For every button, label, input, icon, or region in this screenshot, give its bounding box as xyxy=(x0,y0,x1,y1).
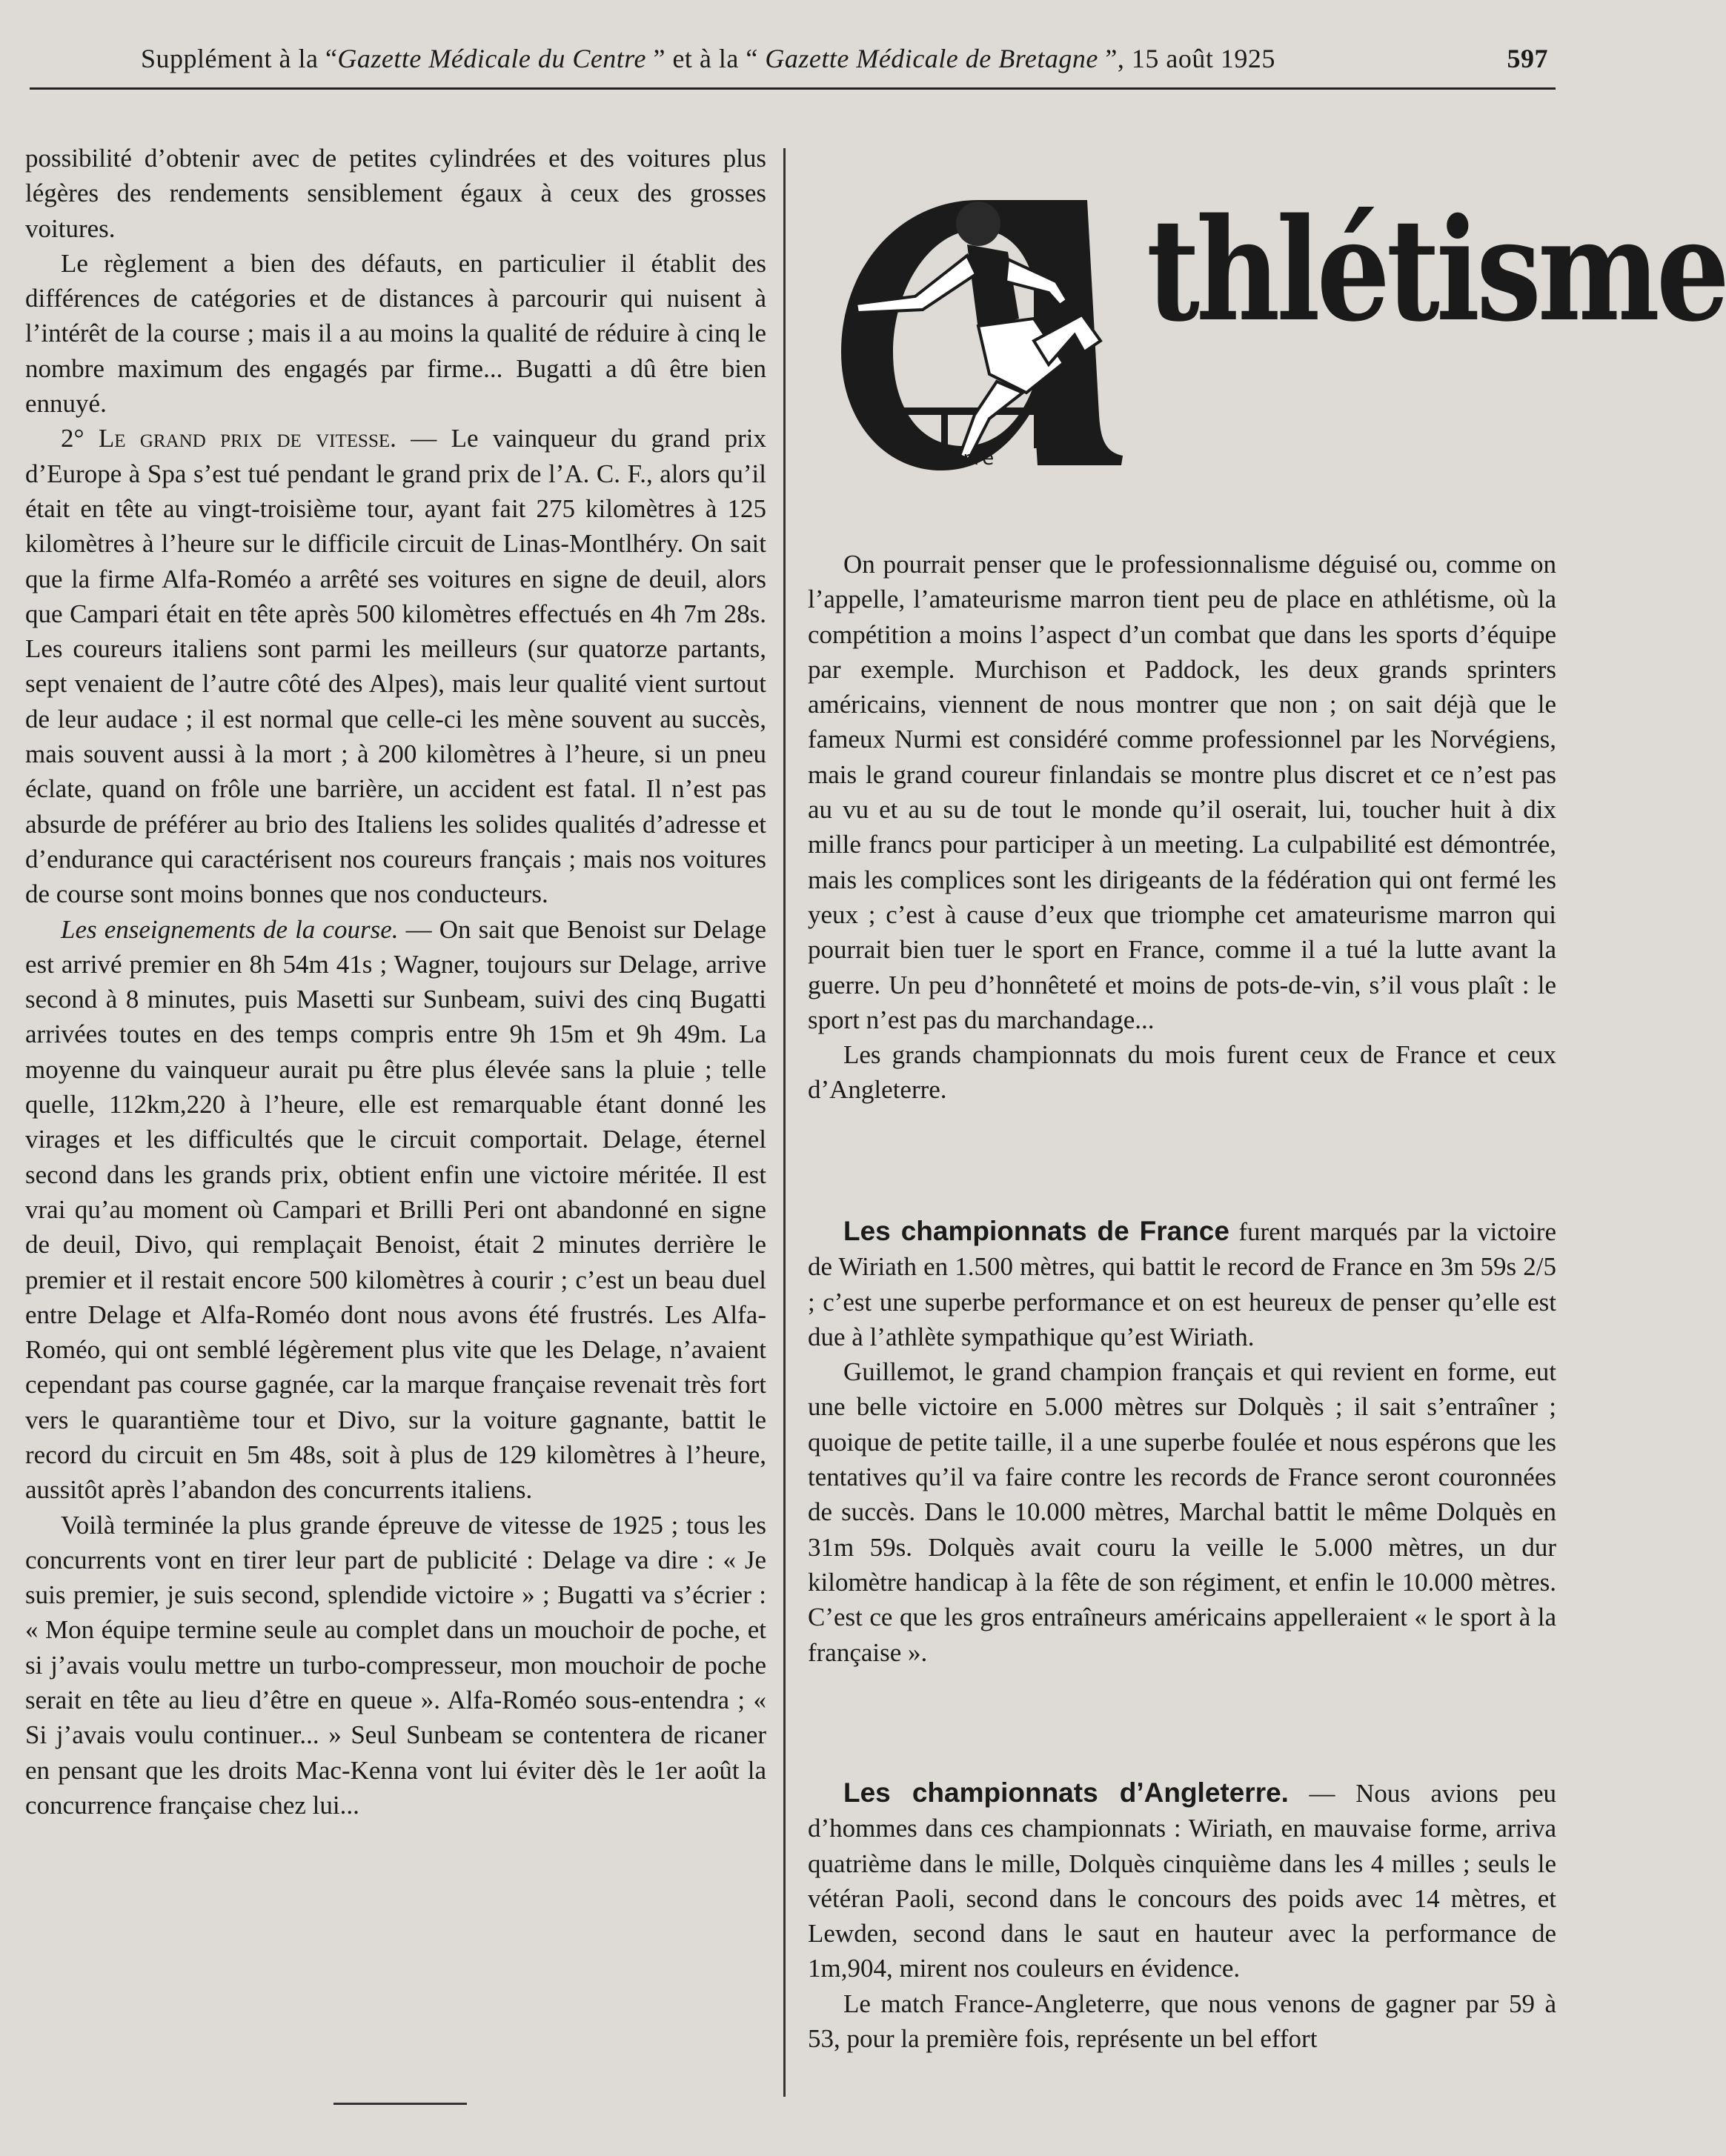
right-column-france xyxy=(808,1214,1556,1670)
column-divider xyxy=(783,148,786,2097)
section-title: thlétisme xyxy=(1146,187,1726,353)
england-paragraph xyxy=(808,1775,1556,1986)
left-paragraph-1: possibilité d’obtenir avec de petites cylindrées et des voitures plus légères des rendements sensiblement égaux à ceux des grosses voitures. xyxy=(25,144,766,243)
france-paragraph xyxy=(808,1214,1556,1354)
left-paragraph-4 xyxy=(25,912,766,1508)
end-rule xyxy=(333,2103,467,2105)
right-paragraph-1: On pourrait penser que le professionnalisme déguisé ou, comme on l’appelle, l’amateurisme marron tient peu de place en athlétisme, où la compétition a moins l’aspect d’un combat que dans les sports d’équipe par exemple. Murchison et Paddock, les deux grands sprinters américains, viennent de nous montrer que non ; on sait déjà que le fameux Nurmi est considéré comme professionnel par les Norvégiens, mais le grand coureur finlandais se montre plus discret et ce n’est pas au vu et au su de tout le monde qu’il oserait, lui, toucher huit à dix mille francs pour participer à un meeting. La culpabilité est démontrée, mais les complices sont les dirigeants de la fédération qui ont fermé les yeux ; c’est à cause d’eux que triomphe cet amateurisme marron qui pourrait bien tuer le sport en France, comme il a tué la lutte avant la guerre. Un peu d’honnêteté et moins de pots-de-vin, s’il vous plaît : le sport n’est pas du marchandage... xyxy=(808,550,1556,1034)
grand-prix-body: — Le vainqueur du grand prix d’Europe à Spa s’est tué pendant le grand prix de l’A. C. F., alors qu’il était en tête au vingt-troisième tour, ayant fait 275 kilomètres à 125 kilomètres à l’heure sur le difficile circuit de Linas-Montlhéry. On sait que la firme Alfa-Roméo a arrêté ses voitures en signe de deuil, alors que Campari était en tête après 500 kilomètres effectués en 4h 7m 28s. Les coureurs italiens sont parmi les meilleurs (sur quatorze partants, sept venaient de l’autre côté des Alpes), mais leur qualité vient surtout de leur audace ; il est normal que celle-ci les mène souvent au succès, mais souvent aussi à la mort ; à 200 kilomètres à l’heure, si un pneu éclate, quand on frôle une barrière, un accident est fatal. Il n’est pas absurde de préférer au brio des Italiens les solides qualités d’adresse et d’endurance qui caractérisent nos coureurs français ; mais nos voitures de course sont moins bonnes que nos conducteurs. xyxy=(25,424,766,909)
england-body: — Nous avions peu d’hommes dans ces championnats : Wiriath, en mauvaise forme, arriva quatrième dans le mille, Dolquès cinquième dans les 4 milles ; seuls le vétéran Paoli, second dans le concours des poids avec 14 mètres, et Lewden, second dans le saut en hauteur avec la performance de 1m,904, mirent nos couleurs en évidence. xyxy=(808,1779,1556,1983)
france-heading: Les championnats de France xyxy=(843,1216,1229,1246)
header-rule xyxy=(30,87,1556,90)
athletisme-title-block xyxy=(811,170,1726,489)
gazette-bretagne-name: Gazette Médicale de Bretagne xyxy=(765,44,1098,73)
illustrator-signature: Morlé xyxy=(929,447,998,470)
hurdle-leg-right xyxy=(1034,415,1040,448)
right-paragraph-4: Le match France-Angleterre, que nous venons de gagner par 59 à 53, pour la première fois, représente un bel effort xyxy=(808,1989,1556,2054)
right-column-england xyxy=(808,1775,1556,2056)
left-column xyxy=(25,141,766,1823)
england-heading: Les championnats d’Angleterre. xyxy=(843,1777,1289,1808)
right-column-intro xyxy=(808,547,1556,1108)
left-paragraph-2: Le règlement a bien des défauts, en particulier il établit des différences de catégories et de distances à parcourir qui nuisent à l’intérêt de la course ; mais il a au moins la qualité de réduire à cinq le nombre maximum des engagés par firme... Bugatti a dû être bien ennuyé. xyxy=(25,248,766,419)
right-paragraph-2: Les grands championnats du mois furent ceux de France et ceux d’Angleterre. xyxy=(808,1040,1556,1105)
page-number: 597 xyxy=(1507,44,1548,73)
left-paragraph-5: Voilà terminée la plus grande épreuve de vitesse de 1925 ; tous les concurrents vont en tirer leur part de publicité : Delage va dire : « Je suis premier, je suis second, splendide victoire » ; Bugatti va s’écrier : « Mon équipe termine seule au complet dans un mouchoir de poche, et si j’avais voulu mettre un turbo-compresseur, mon mouchoir de poche serait en tête au lieu d’être en queue ». Alfa-Roméo sous-entendra ; « Si j’avais voulu continuer... » Seul Sunbeam se contentera de ricaner en pensant que les droits Mac-Kenna vont lui éviter dès le 1er août la concurrence française chez lui... xyxy=(25,1510,766,1820)
running-title xyxy=(141,43,1275,74)
running-title-middle: ” et à la “ xyxy=(645,44,766,73)
enseignements-body: — On sait que Benoist sur Delage est arrivé premier en 8h 54m 41s ; Wagner, toujours sur Delage, arrive second à 8 minutes, puis Masetti sur Sunbeam, suivi des cinq Bugatti arrivées toutes en des temps compris entre 9h 15m et 9h 49m. La moyenne du vainqueur aurait pu être plus élevée sans la pluie ; telle quelle, 112km,220 à l’heure, elle est remarquable étant donné les virages et les difficultés que le circuit comportait. Delage, éternel second dans les grands prix, obtient enfin une victoire méritée. Il est vrai qu’au moment où Campari et Brilli Peri ont abandonné en signe de deuil, Divo, qui remplaçait Benoist, était 2 minutes derrière le premier et il restait encore 500 kilomètres à courir ; c’est un beau duel entre Delage et Alfa-Roméo dont nous avons été frustrés. Les Alfa-Roméo, qui ont semblé légèrement plus vite que les Delage, n’avaient cependant pas course gagnée, car la marque française revenait très fort vers le quarantième tour et Divo, sur la voiture gagnante, battit le record du circuit en 5m 48s, soit à plus de 129 kilomètres à l’heure, aussitôt après l’abandon des concurrents italiens. xyxy=(25,914,766,1505)
hurdle-leg-left xyxy=(941,415,948,448)
enseignements-label: Les enseignements de la course. xyxy=(61,914,399,944)
right-paragraph-3: Guillemot, le grand champion français et qui revient en forme, eut une belle victoire en 5.000 mètres sur Dolquès ; il sait s’entraîner ; quoique de petite taille, il a une superbe foulée et nous espérons que les tentatives qu’il va faire contre les records de France seront couronnées de succès. Dans le 10.000 mètres, Marchal battit le même Dolquès en 31m 59s. Dolquès avait couru la veille le 5.000 mètres, un dur kilomètre handicap à la fête de son régiment, et enfin le 10.000 mètres. C’est ce que les gros entraîneurs américains appelleraient « le sport à la française ». xyxy=(808,1357,1556,1667)
gazette-centre-name: Gazette Médicale du Centre xyxy=(337,44,646,73)
france-body: furent marqués par la victoire de Wiriath en 1.500 mètres, qui battit le record de France en 3m 59s 2/5 ; c’est une superbe performance et on est heureux de penser qu’elle est due à l’athlète sympathique qu’est Wiriath. xyxy=(808,1217,1557,1351)
running-title-prefix: Supplément à la “ xyxy=(141,44,338,73)
running-head xyxy=(30,39,1548,83)
athlete-head xyxy=(956,202,1000,246)
running-title-date: ”, 15 août 1925 xyxy=(1098,44,1275,73)
athlete-torso xyxy=(967,244,1019,330)
left-paragraph-3 xyxy=(25,421,766,911)
grand-prix-label: 2° Le grand prix de vitesse. xyxy=(61,424,396,453)
